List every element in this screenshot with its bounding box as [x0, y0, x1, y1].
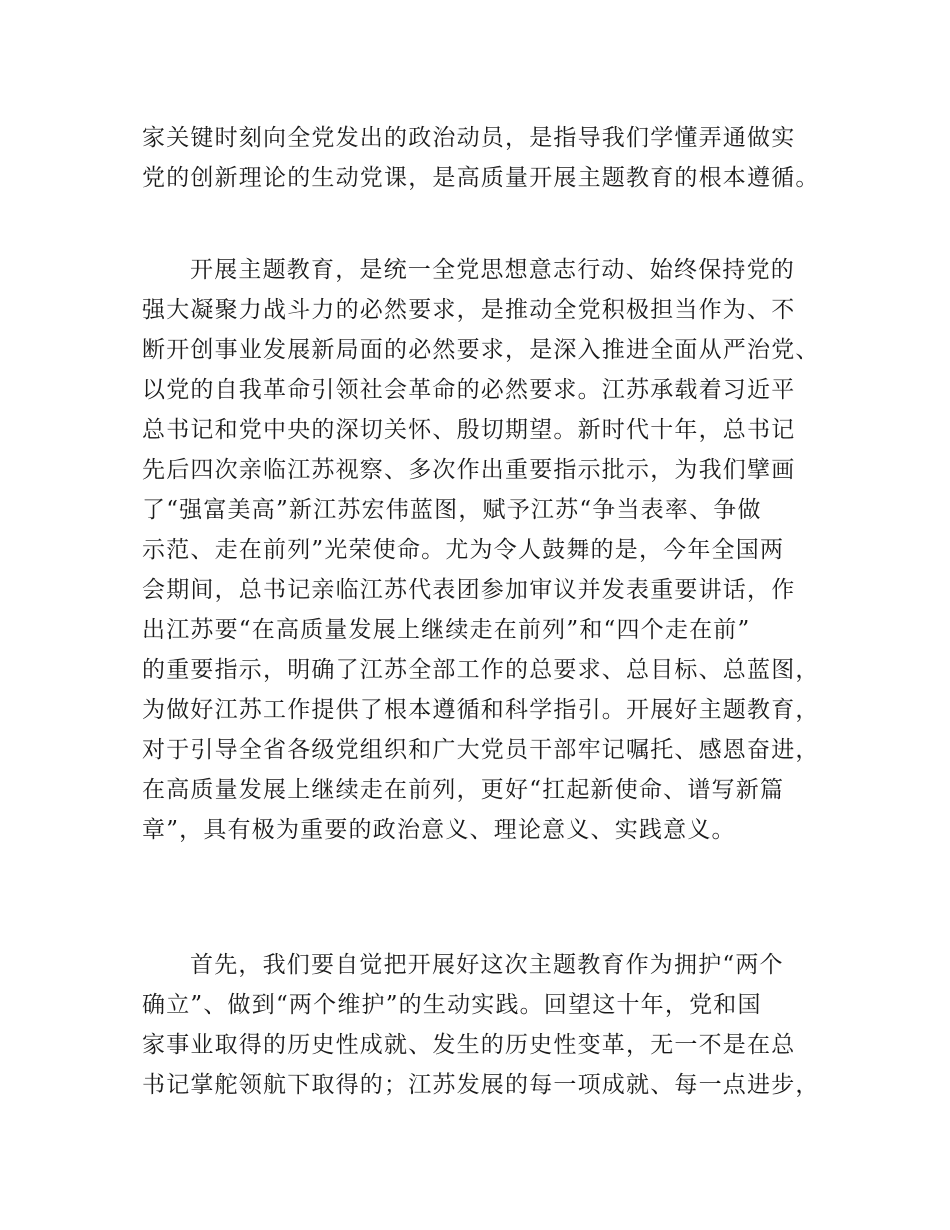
text-line: 开展主题教育，是统一全党思想意志行动、始终保持党的 [190, 257, 795, 283]
text-line: 确立”、做到“两个维护”的生动实践。回望这十年，党和国 [142, 992, 762, 1018]
text-line: 先后四次亲临江苏视察、多次作出重要指示批示，为我们擘画 [142, 457, 796, 483]
paragraph-3 [142, 945, 820, 1105]
text-line: 了“强富美高”新江苏宏伟蓝图，赋予江苏“争当表率、争做 [142, 497, 762, 523]
text-line: 在高质量发展上继续走在前列，更好“扛起新使命、谱写新篇 [142, 777, 785, 803]
text-line: 首先，我们要自觉把开展好这次主题教育作为拥护“两个 [190, 952, 784, 978]
text-line: 家事业取得的历史性成就、发生的历史性变革，无一不是在总 [142, 1032, 796, 1058]
paragraph-1 [142, 118, 820, 198]
text-line: 的重要指示，明确了江苏全部工作的总要求、总目标、总蓝图， [142, 657, 820, 683]
text-line: 为做好江苏工作提供了根本遵循和科学指引。开展好主题教育， [142, 697, 820, 723]
text-line: 以党的自我革命引领社会革命的必然要求。江苏承载着习近平 [142, 377, 796, 403]
text-line: 出江苏要“在高质量发展上继续走在前列”和“四个走在前” [142, 617, 751, 643]
text-line: 家关键时刻向全党发出的政治动员，是指导我们学懂弄通做实 [142, 125, 796, 151]
text-line: 示范、走在前列”光荣使命。尤为令人鼓舞的是，今年全国两 [142, 537, 785, 563]
text-line: 会期间，总书记亲临江苏代表团参加审议并发表重要讲话，作 [142, 577, 796, 603]
text-line: 书记掌舵领航下取得的；江苏发展的每一项成就、每一点进步， [142, 1072, 820, 1098]
text-line: 章”，具有极为重要的政治意义、理论意义、实践意义。 [142, 817, 736, 843]
text-line: 对于引导全省各级党组织和广大党员干部牢记嘱托、感恩奋进， [142, 737, 820, 763]
paragraph-2 [142, 250, 820, 850]
text-line: 断开创事业发展新局面的必然要求，是深入推进全面从严治党、 [142, 337, 820, 363]
text-line: 强大凝聚力战斗力的必然要求，是推动全党积极担当作为、不 [142, 297, 796, 323]
text-line: 总书记和党中央的深切关怀、殷切期望。新时代十年，总书记 [142, 417, 796, 443]
text-line: 党的创新理论的生动党课，是高质量开展主题教育的根本遵循。 [142, 165, 820, 191]
